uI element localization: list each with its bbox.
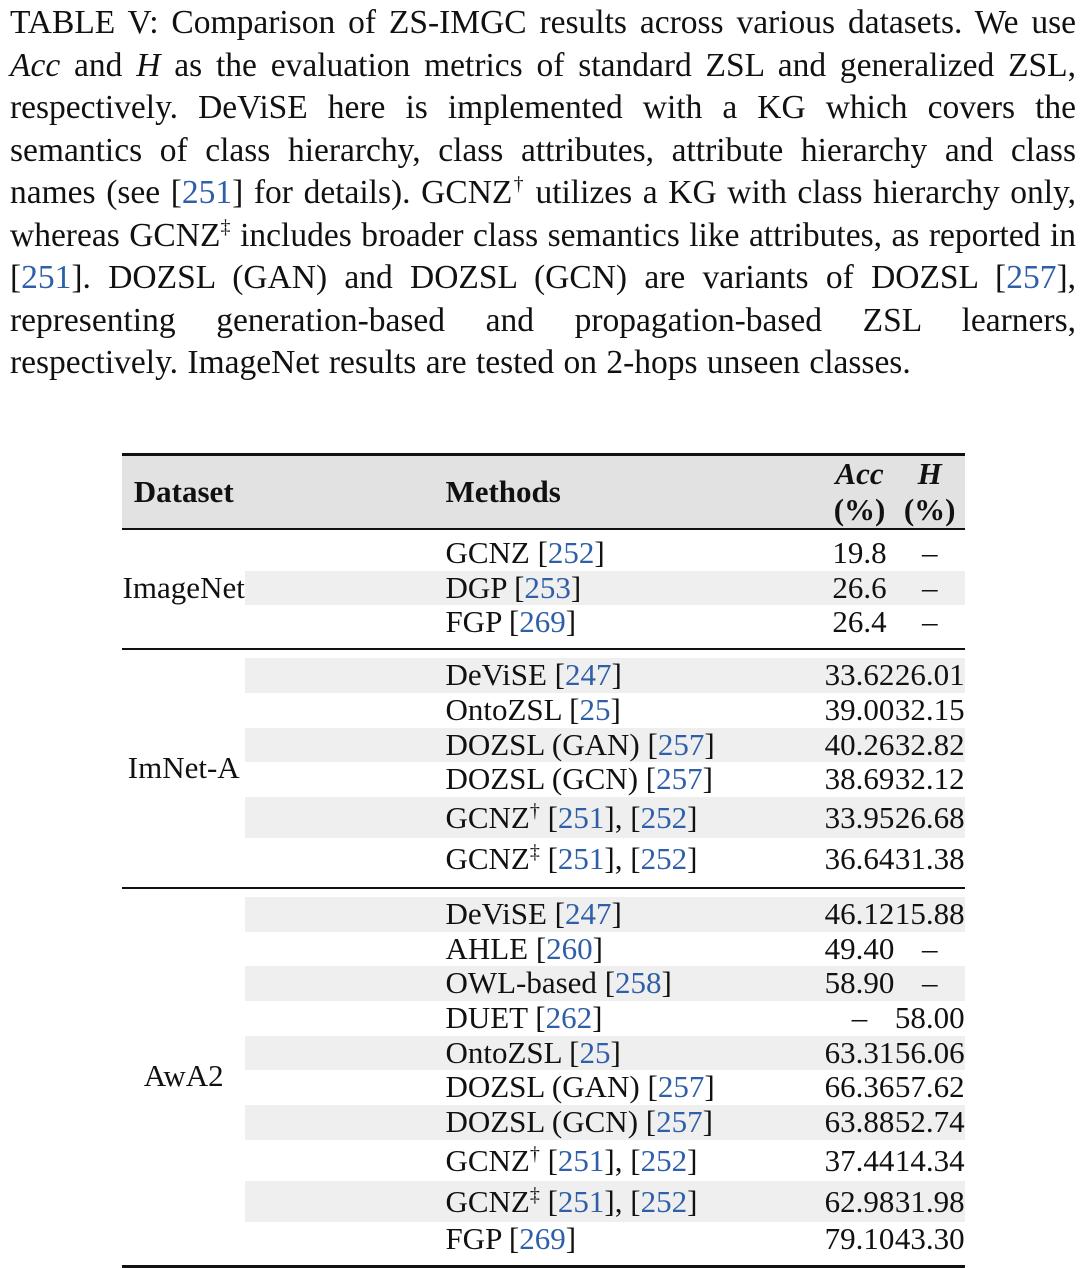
citation-link[interactable]: 258 (615, 965, 662, 1001)
h-cell: 57.62 (894, 1069, 965, 1105)
acc-cell: 26.4 (832, 604, 887, 640)
method-cell: OWL-based [258] (245, 966, 714, 1001)
acc-cell: 63.31 (715, 1036, 895, 1071)
h-cell: – (921, 930, 938, 966)
method-cell: DOZSL (GAN) [257] (445, 1069, 715, 1105)
h-cell: 58.00 (894, 1000, 965, 1036)
h-cell: 14.34 (894, 1142, 965, 1178)
citation-link[interactable]: 257 (1006, 259, 1057, 296)
table-row (122, 966, 965, 1001)
header-acc: Acc (%) (833, 456, 886, 527)
acc-cell: 46.12 (715, 897, 895, 932)
acc-cell: 33.95 (715, 797, 895, 838)
citation-link[interactable]: 260 (546, 930, 593, 966)
dataset-cell: ImageNet (122, 536, 245, 640)
table-header (122, 455, 965, 530)
h-cell: 31.98 (894, 1181, 965, 1222)
dataset-cell: ImNet-A (122, 658, 245, 879)
citation-link[interactable]: 247 (564, 657, 612, 693)
acc-cell: 58.90 (715, 966, 895, 1001)
citation-link[interactable]: 252 (640, 1183, 688, 1219)
citation-link[interactable]: 253 (524, 569, 571, 605)
group-imagenet (122, 529, 965, 649)
acc-cell: 33.62 (715, 658, 895, 693)
citation-link[interactable]: 251 (557, 1142, 605, 1178)
table-row (122, 605, 965, 640)
citation-link[interactable]: 257 (657, 1069, 705, 1105)
h-cell: 32.12 (894, 761, 965, 797)
header-h: H (%) (903, 456, 956, 527)
method-cell: DOZSL (GAN) [257] (245, 728, 714, 763)
h-cell: – (921, 535, 938, 570)
table-row (122, 658, 965, 693)
acc-cell: 49.40 (824, 930, 895, 966)
h-cell: 32.82 (894, 726, 965, 762)
citation-link[interactable]: 25 (579, 1034, 611, 1070)
method-cell: OntoZSL [25] (245, 1036, 714, 1071)
header-dataset: Dataset (133, 474, 234, 509)
method-cell: DOZSL (GCN) [257] (445, 761, 713, 797)
acc-cell: 79.10 (824, 1220, 895, 1256)
citation-link[interactable]: 251 (557, 799, 605, 835)
table-row (122, 838, 965, 879)
acc-cell: 19.8 (832, 535, 887, 570)
h-cell: 32.15 (894, 691, 965, 727)
citation-link[interactable]: 251 (181, 174, 233, 211)
method-cell: DOZSL (GCN) [257] (245, 1105, 714, 1140)
acc-cell: – (851, 1000, 868, 1036)
acc-cell: 37.44 (824, 1142, 895, 1178)
h-metric-symbol: H (136, 46, 161, 84)
table-row (122, 1222, 965, 1257)
h-cell: 43.30 (894, 1220, 965, 1256)
table-row (122, 728, 965, 763)
citation-link[interactable]: 252 (547, 535, 595, 570)
acc-cell: 39.00 (824, 691, 895, 727)
citation-link[interactable]: 25 (579, 691, 611, 727)
table-row (122, 571, 965, 606)
method-cell: GCNZ‡ [251], [252] (445, 840, 698, 876)
method-cell: GCNZ† [251], [252] (245, 797, 714, 838)
acc-cell: 62.98 (715, 1181, 895, 1222)
citation-link[interactable]: 252 (640, 840, 688, 876)
citation-link[interactable]: 262 (545, 1000, 593, 1036)
method-cell: GCNZ† [251], [252] (445, 1142, 698, 1178)
acc-cell: 26.6 (715, 571, 895, 606)
acc-metric-symbol: Acc (10, 46, 61, 84)
citation-link[interactable]: 257 (657, 726, 705, 762)
citation-link[interactable]: 252 (640, 1142, 688, 1178)
table-row (122, 536, 965, 571)
method-cell: DUET [262] (445, 1000, 603, 1036)
citation-link[interactable]: 252 (640, 799, 688, 835)
table-row (122, 1070, 965, 1105)
citation-link[interactable]: 257 (656, 761, 703, 797)
method-cell: DeViSE [247] (245, 897, 714, 932)
citation-link[interactable]: 251 (21, 259, 72, 296)
citation-link[interactable]: 257 (656, 1104, 703, 1140)
citation-link[interactable]: 251 (557, 1183, 605, 1219)
method-cell: DeViSE [247] (245, 658, 714, 693)
method-cell: OntoZSL [25] (445, 691, 621, 727)
table-caption: TABLE V: Comparison of ZS-IMGC results across various datasets. We use Acc and H as the evaluation metrics of standard ZSL and generalized ZSL, respectively. DeViSE here is implemented with a KG which covers the semantics of class hierarchy, class attributes, attribute hierarchy and class names (see [251] for details). GCNZ† utilizes a KG with class hierarchy only, whereas GCNZ‡ includes broader class semantics like attributes, as reported in [251]. DOZSL (GAN) and DOZSL (GCN) are variants of DOZSL [257], representing generation-based and propagation-based ZSL learners, respectively. ImageNet results are tested on 2-hops unseen classes. (10, 4, 1077, 381)
h-cell: 26.68 (894, 797, 965, 838)
citation-link[interactable]: 251 (557, 840, 605, 876)
method-cell: AHLE [260] (445, 930, 603, 966)
table-row (122, 797, 965, 838)
acc-cell: 38.69 (824, 761, 895, 797)
table-row (122, 693, 965, 728)
h-cell: 52.74 (894, 1104, 965, 1140)
group-awa2 (122, 888, 965, 1266)
acc-cell: 63.88 (715, 1105, 895, 1140)
citation-link[interactable]: 269 (519, 604, 566, 640)
method-cell: FGP [269] (445, 604, 577, 640)
table-row (122, 897, 965, 932)
table-row (122, 1105, 965, 1140)
acc-cell: 40.26 (715, 728, 895, 763)
citation-link[interactable]: 247 (564, 895, 612, 931)
method-cell: DGP [253] (245, 571, 714, 606)
table-row (122, 762, 965, 797)
h-cell: 56.06 (894, 1034, 965, 1070)
method-cell: GCNZ‡ [251], [252] (245, 1181, 714, 1222)
method-cell: FGP [269] (445, 1220, 577, 1256)
group-imnet-a (122, 649, 965, 888)
h-cell: – (921, 604, 938, 640)
table-row (122, 932, 965, 967)
table-row (122, 1001, 965, 1036)
table-row (122, 1036, 965, 1071)
h-cell: 26.01 (894, 657, 965, 693)
h-cell: – (894, 571, 965, 606)
acc-cell: 36.64 (824, 840, 895, 876)
dataset-cell: AwA2 (122, 897, 245, 1257)
h-cell: – (894, 966, 965, 1001)
header-methods: Methods (445, 474, 561, 509)
results-table (122, 453, 965, 1268)
table-row (122, 1140, 965, 1181)
method-cell: GCNZ [252] (445, 535, 605, 570)
citation-link[interactable]: 269 (519, 1220, 566, 1256)
h-cell: 31.38 (894, 840, 965, 876)
acc-cell: 66.36 (824, 1069, 895, 1105)
h-cell: 15.88 (894, 895, 965, 931)
table-row (122, 1181, 965, 1222)
